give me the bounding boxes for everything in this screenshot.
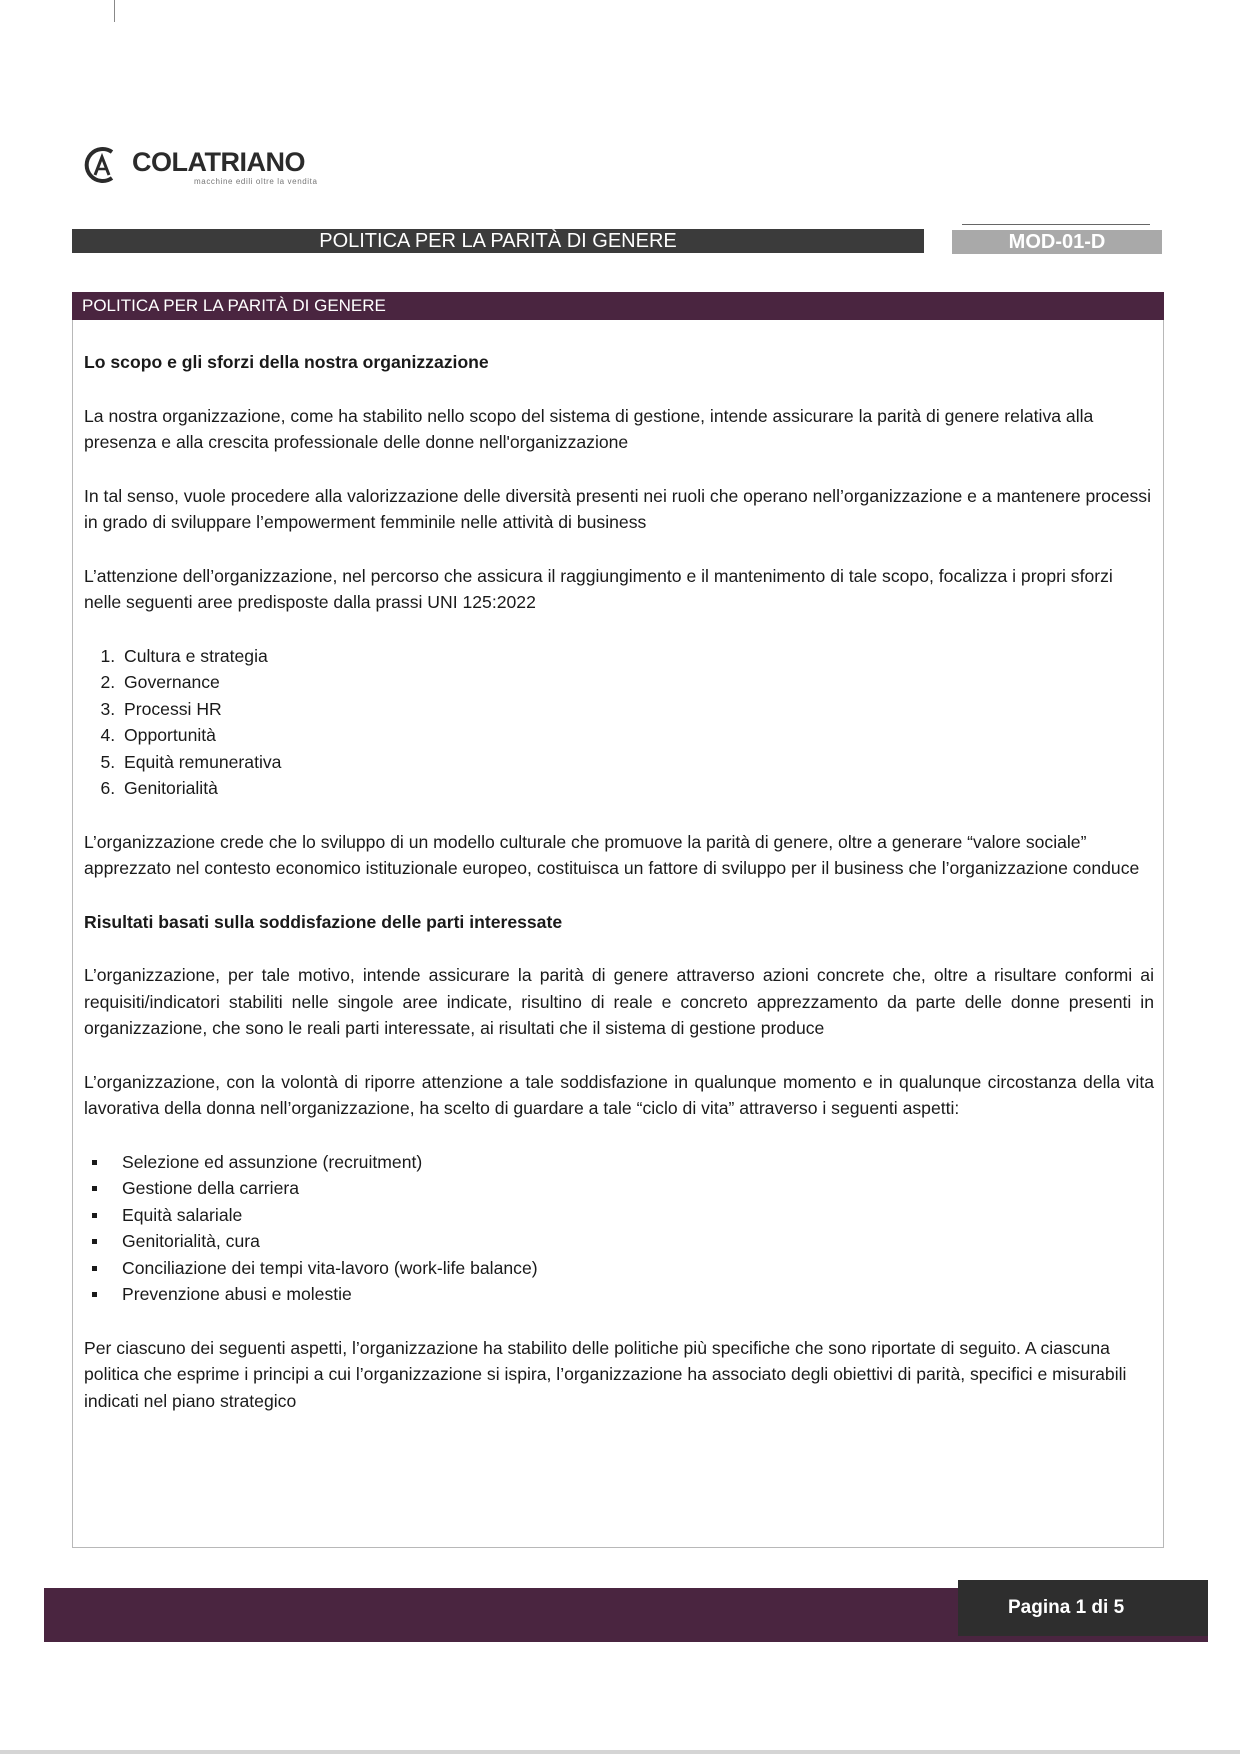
paragraph-6: L’organizzazione, con la volontà di riporre attenzione a tale soddisfazione in qualunque momento e in qualunque circostanza della vita lavorativa della donna nell’organizzazione, ha scelto di guardare a tale “ciclo di vita” attraverso i seguenti aspetti: xyxy=(84,1071,1154,1118)
heading-results: Risultati basati sulla soddisfazione delle parti interessate xyxy=(84,911,563,932)
list-item: Genitorialità, cura xyxy=(84,1228,1154,1255)
list-item: 4. Opportunità xyxy=(120,722,1154,749)
list-item: Selezione ed assunzione (recruitment) xyxy=(84,1149,1154,1176)
logo-name: COLATRIANO xyxy=(132,147,305,177)
document-title: POLITICA PER LA PARITÀ DI GENERE xyxy=(72,229,924,253)
paragraph-2: In tal senso, vuole procedere alla valorizzazione delle diversità presenti nei ruoli che operano nell’organizzazione e a mantenere processi in grado di sviluppare l’empowerment femminile nelle attività di business xyxy=(84,485,1151,532)
heading-scope: Lo scopo e gli sforzi della nostra organizzazione xyxy=(84,352,489,372)
paragraph-3: L’attenzione dell’organizzazione, nel percorso che assicura il raggiungimento e il mantenimento di tale scopo, focalizza i propri sforzi nelle seguenti aree predisposte dalla prassi UNI 125:2022 xyxy=(84,565,1113,612)
paragraph-4: L’organizzazione crede che lo sviluppo di un modello culturale che promuove la parità di genere, oltre a generare “valore sociale” apprezzato nel contesto economico istituzionale europeo, costituisca un fattore di sviluppo per il business che l’organizzazione conduce xyxy=(84,831,1140,878)
list-item: Conciliazione dei tempi vita-lavoro (work-life balance) xyxy=(84,1255,1154,1282)
page-number: Pagina 1 di 5 xyxy=(958,1580,1208,1636)
code-divider xyxy=(962,224,1150,225)
colatriano-logo-icon xyxy=(82,145,122,185)
list-item: 6. Genitorialità xyxy=(120,775,1154,802)
list-item: 5. Equità remunerativa xyxy=(120,749,1154,776)
list-item: 2. Governance xyxy=(120,669,1154,696)
logo-tagline: macchine edili oltre la vendita xyxy=(194,177,318,186)
document-body xyxy=(84,349,1154,1441)
list-item: Prevenzione abusi e molestie xyxy=(84,1281,1154,1308)
scan-mark xyxy=(114,0,115,22)
list-item: Gestione della carriera xyxy=(84,1175,1154,1202)
list-item: 1. Cultura e strategia xyxy=(120,643,1154,670)
document-code: MOD-01-D xyxy=(952,230,1162,254)
areas-list xyxy=(84,643,1154,802)
scan-edge xyxy=(0,1750,1240,1754)
list-item: 3. Processi HR xyxy=(120,696,1154,723)
paragraph-7: Per ciascuno dei seguenti aspetti, l’organizzazione ha stabilito delle politiche più specifiche che sono riportate di seguito. A ciascuna politica che esprime i principi a cui l’organizzazione si ispira, l’organizzazione ha associato degli obiettivi di parità, specifici e misurabili indicati nel piano strategico xyxy=(84,1337,1127,1411)
aspects-list xyxy=(84,1149,1154,1308)
list-item: Equità salariale xyxy=(84,1202,1154,1229)
paragraph-1: La nostra organizzazione, come ha stabilito nello scopo del sistema di gestione, intende assicurare la parità di genere relativa alla presenza e alla crescita professionale delle donne nell'organizzazione xyxy=(84,405,1094,452)
paragraph-5: L’organizzazione, per tale motivo, intende assicurare la parità di genere attraverso azioni concrete che, oltre a risultare conformi ai requisiti/indicatori stabiliti nelle singole aree indicate, risultino di reale e concreto apprezzamento da parte delle donne presenti in organizzazione, che sono le reali parti interessate, ai risultati che il sistema di gestione produce xyxy=(84,965,1154,1038)
section-title: POLITICA PER LA PARITÀ DI GENERE xyxy=(72,292,1164,320)
